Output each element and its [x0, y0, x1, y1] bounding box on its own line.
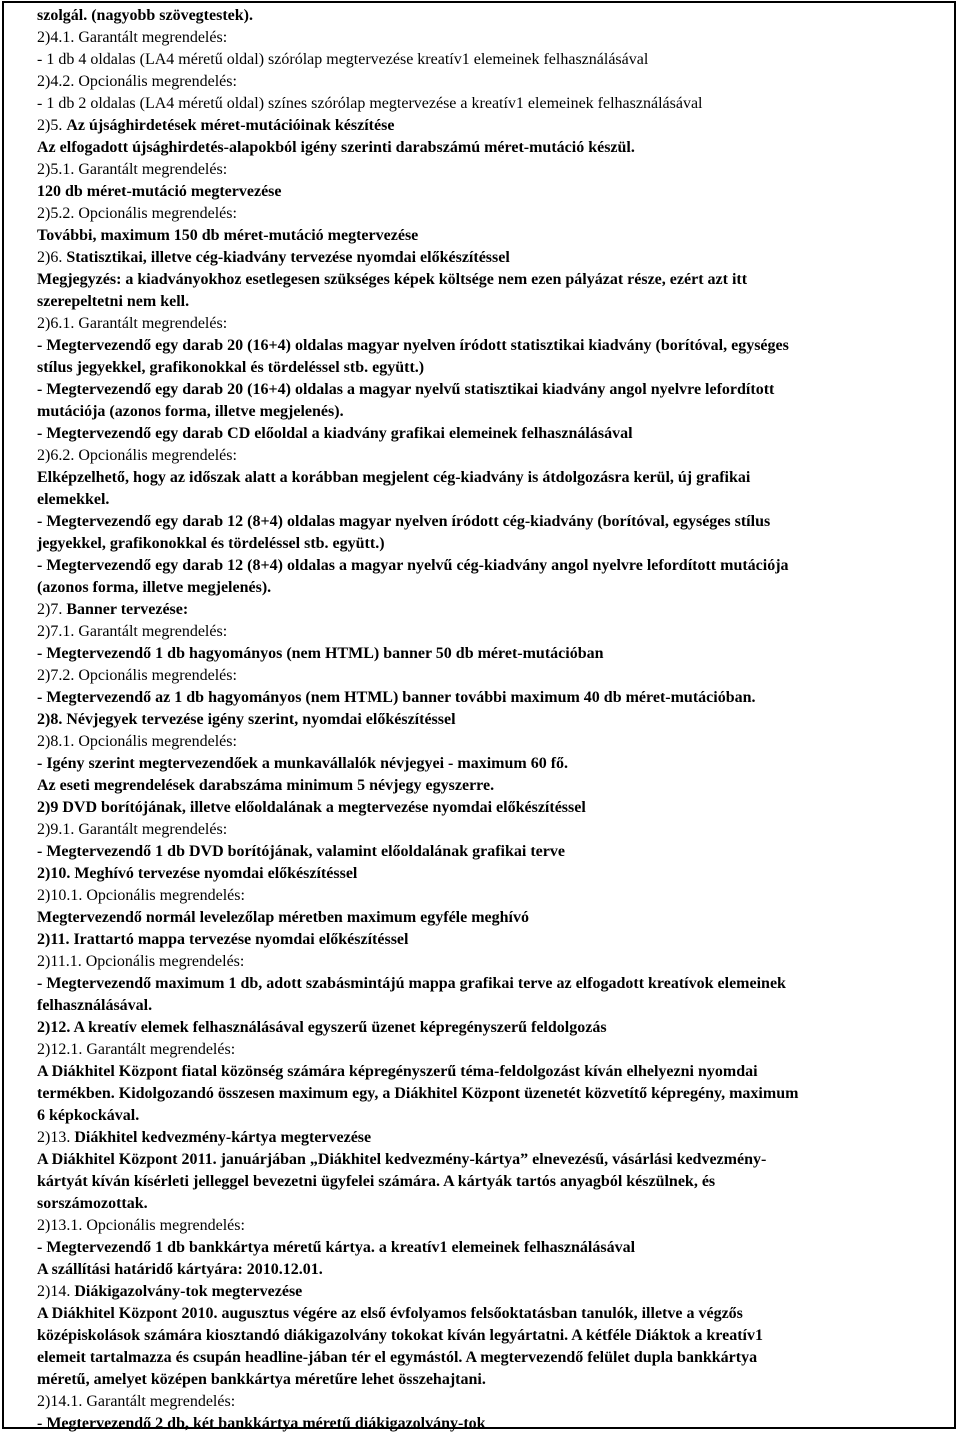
text-line: sorszámozottak.	[37, 1195, 148, 1212]
text-line: 2)8.1. Opcionális megrendelés:	[37, 733, 237, 750]
text-segment: Az újsághirdetések méret-mutációinak készítése	[66, 117, 395, 134]
text-line: Megtervezendő normál levelezőlap méretben maximum egyféle meghívó	[37, 909, 529, 926]
text-line: 2)12. A kreatív elemek felhasználásával egyszerű üzenet képregényszerű feldolgozás	[37, 1019, 607, 1036]
text-line: szerepeltetni nem kell.	[37, 293, 190, 310]
text-line: - Megtervezendő 2 db, két bankkártya méretű diákigazolvány-tok	[37, 1415, 486, 1432]
text-segment: Banner tervezése:	[66, 601, 189, 618]
text-line: 6 képkockával.	[37, 1107, 140, 1124]
text-line: 2)9 DVD borítójának, illetve előoldalának a megtervezése nyomdai előkészítéssel	[37, 799, 586, 816]
text-line: - Megtervezendő maximum 1 db, adott szabásmintájú mappa grafikai terve az elfogadott kreatívok elemeinek	[37, 975, 786, 992]
text-line: 2)8. Névjegyek tervezése igény szerint, nyomdai előkészítéssel	[37, 711, 456, 728]
text-line: elemekkel.	[37, 491, 110, 508]
text-line: - Megtervezendő egy darab 12 (8+4) oldalas magyar nyelven íródott cég-kiadvány (borítóval, egységes stílus	[37, 513, 771, 530]
text-line: 2)11.1. Opcionális megrendelés:	[37, 953, 245, 970]
text-line: Elképzelhető, hogy az időszak alatt a korábban megjelent cég-kiadvány is átdolgozásra kerül, új grafikai	[37, 469, 751, 486]
text-line: - Megtervezendő 1 db DVD borítójának, valamint előoldalának grafikai terve	[37, 843, 565, 860]
text-segment: Statisztikai, illetve cég-kiadvány tervezése nyomdai előkészítéssel	[66, 249, 510, 266]
text-line: mutációja (azonos forma, illetve megjelenés).	[37, 403, 344, 420]
text-line: 2)9.1. Garantált megrendelés:	[37, 821, 228, 838]
text-line: - Megtervezendő 1 db hagyományos (nem HTML) banner 50 db méret-mutációban	[37, 645, 604, 662]
text-line: 2)7.2. Opcionális megrendelés:	[37, 667, 237, 684]
text-line: További, maximum 150 db méret-mutáció megtervezése	[37, 227, 419, 244]
text-line: 2)5.2. Opcionális megrendelés:	[37, 205, 237, 222]
text-line: 2)6.1. Garantált megrendelés:	[37, 315, 228, 332]
text-line: Az elfogadott újsághirdetés-alapokból igény szerinti darabszámú méret-mutáció készül.	[37, 139, 635, 156]
text-line: A Diákhitel Központ 2011. januárjában „Diákhitel kedvezmény-kártya” elnevezésű, vásárlási kedvezmény-	[37, 1151, 767, 1168]
text-line	[37, 1281, 940, 1303]
text-line: A Diákhitel Központ fiatal közönség számára képregényszerű téma-feldolgozást kíván elhelyezni nyomdai	[37, 1063, 758, 1080]
text-segment: 2)13.	[37, 1129, 75, 1146]
text-line: termékben. Kidolgozandó összesen maximum egy, a Diákhitel Központ üzenetét közvetítő képregény, maximum	[37, 1085, 799, 1102]
text-line: 2)7.1. Garantált megrendelés:	[37, 623, 228, 640]
text-line: - Megtervezendő egy darab 20 (16+4) oldalas a magyar nyelvű statisztikai kiadvány angol nyelvre lefordított	[37, 381, 775, 398]
text-line: Megjegyzés: a kiadványokhoz esetlegesen szükséges képek költsége nem ezen pályázat része, ezért azt itt	[37, 271, 748, 288]
text-line: - Igény szerint megtervezendőek a munkavállalók névjegyei - maximum 60 fő.	[37, 755, 569, 772]
text-line: 2)4.2. Opcionális megrendelés:	[37, 73, 237, 90]
text-line: felhasználásával.	[37, 997, 153, 1014]
text-line: - Megtervezendő egy darab CD előoldal a kiadvány grafikai elemeinek felhasználásával	[37, 425, 633, 442]
text-segment: 2)14.	[37, 1283, 75, 1300]
text-line: Az eseti megrendelések darabszáma minimum 5 névjegy egyszerre.	[37, 777, 495, 794]
text-line: 2)4.1. Garantált megrendelés:	[37, 29, 228, 46]
text-line: 2)6.2. Opcionális megrendelés:	[37, 447, 237, 464]
text-line: - 1 db 4 oldalas (LA4 méretű oldal) szórólap megtervezése kreatív1 elemeinek felhasználásával	[37, 51, 649, 68]
text-line	[37, 247, 940, 269]
text-line: szolgál. (nagyobb szövegtestek).	[37, 7, 253, 24]
text-line: méretű, amelyet középen bankkártya méretűre lehet összehajtani.	[37, 1371, 486, 1388]
text-line	[37, 115, 940, 137]
text-segment: Diákhitel kedvezmény-kártya megtervezése	[74, 1129, 372, 1146]
text-line: A szállítási határidő kártyára: 2010.12.01.	[37, 1261, 323, 1278]
text-line: 2)5.1. Garantált megrendelés:	[37, 161, 228, 178]
text-line: - Megtervezendő egy darab 12 (8+4) oldalas a magyar nyelvű cég-kiadvány angol nyelvre lefordított mutációja	[37, 557, 789, 574]
text-line: A Diákhitel Központ 2010. augusztus végére az első évfolyamos felsőoktatásban tanulók, illetve a végzős	[37, 1305, 743, 1322]
text-line: 2)13.1. Opcionális megrendelés:	[37, 1217, 245, 1234]
text-segment: Diákigazolvány-tok megtervezése	[74, 1283, 303, 1300]
text-line: 2)14.1. Garantált megrendelés:	[37, 1393, 236, 1410]
document-page	[2, 1, 956, 1432]
text-line: - 1 db 2 oldalas (LA4 méretű oldal) színes szórólap megtervezése a kreatív1 elemeinek felhasználásával	[37, 95, 703, 112]
text-line: jegyekkel, grafikonokkal és tördeléssel stb. együtt.)	[37, 535, 385, 552]
text-line: középiskolások számára kiosztandó diákigazolvány tokokat kíván legyártatni. A kétféle Diáktok a kreatív1	[37, 1327, 763, 1344]
text-line: 2)10.1. Opcionális megrendelés:	[37, 887, 245, 904]
text-line: 2)10. Meghívó tervezése nyomdai előkészítéssel	[37, 865, 358, 882]
text-line: - Megtervezendő egy darab 20 (16+4) oldalas magyar nyelven íródott statisztikai kiadvány (borítóval, egységes	[37, 337, 789, 354]
text-line: 120 db méret-mutáció megtervezése	[37, 183, 282, 200]
text-line: elemeit tartalmazza és csupán headline-jában tér el egymástól. A megtervezendő felület dupla bankkártya	[37, 1349, 758, 1366]
text-line: kártyát kíván kísérleti jelleggel bevezetni ügyfelei számára. A kártyák tartós anyagból készülnek, és	[37, 1173, 716, 1190]
text-line	[37, 1127, 940, 1149]
text-segment: 2)5.	[37, 117, 67, 134]
text-line: 2)12.1. Garantált megrendelés:	[37, 1041, 236, 1058]
text-line: (azonos forma, illetve megjelenés).	[37, 579, 272, 596]
text-line	[37, 599, 940, 621]
text-line: stílus jegyekkel, grafikonokkal és tördeléssel stb. együtt.)	[37, 359, 425, 376]
text-line: - Megtervezendő az 1 db hagyományos (nem HTML) banner további maximum 40 db méret-mutációban.	[37, 689, 756, 706]
text-segment: 2)6.	[37, 249, 67, 266]
text-line: 2)11. Irattartó mappa tervezése nyomdai előkészítéssel	[37, 931, 409, 948]
text-line: - Megtervezendő 1 db bankkártya méretű kártya. a kreatív1 elemeinek felhasználásával	[37, 1239, 636, 1256]
text-segment: 2)7.	[37, 601, 67, 618]
